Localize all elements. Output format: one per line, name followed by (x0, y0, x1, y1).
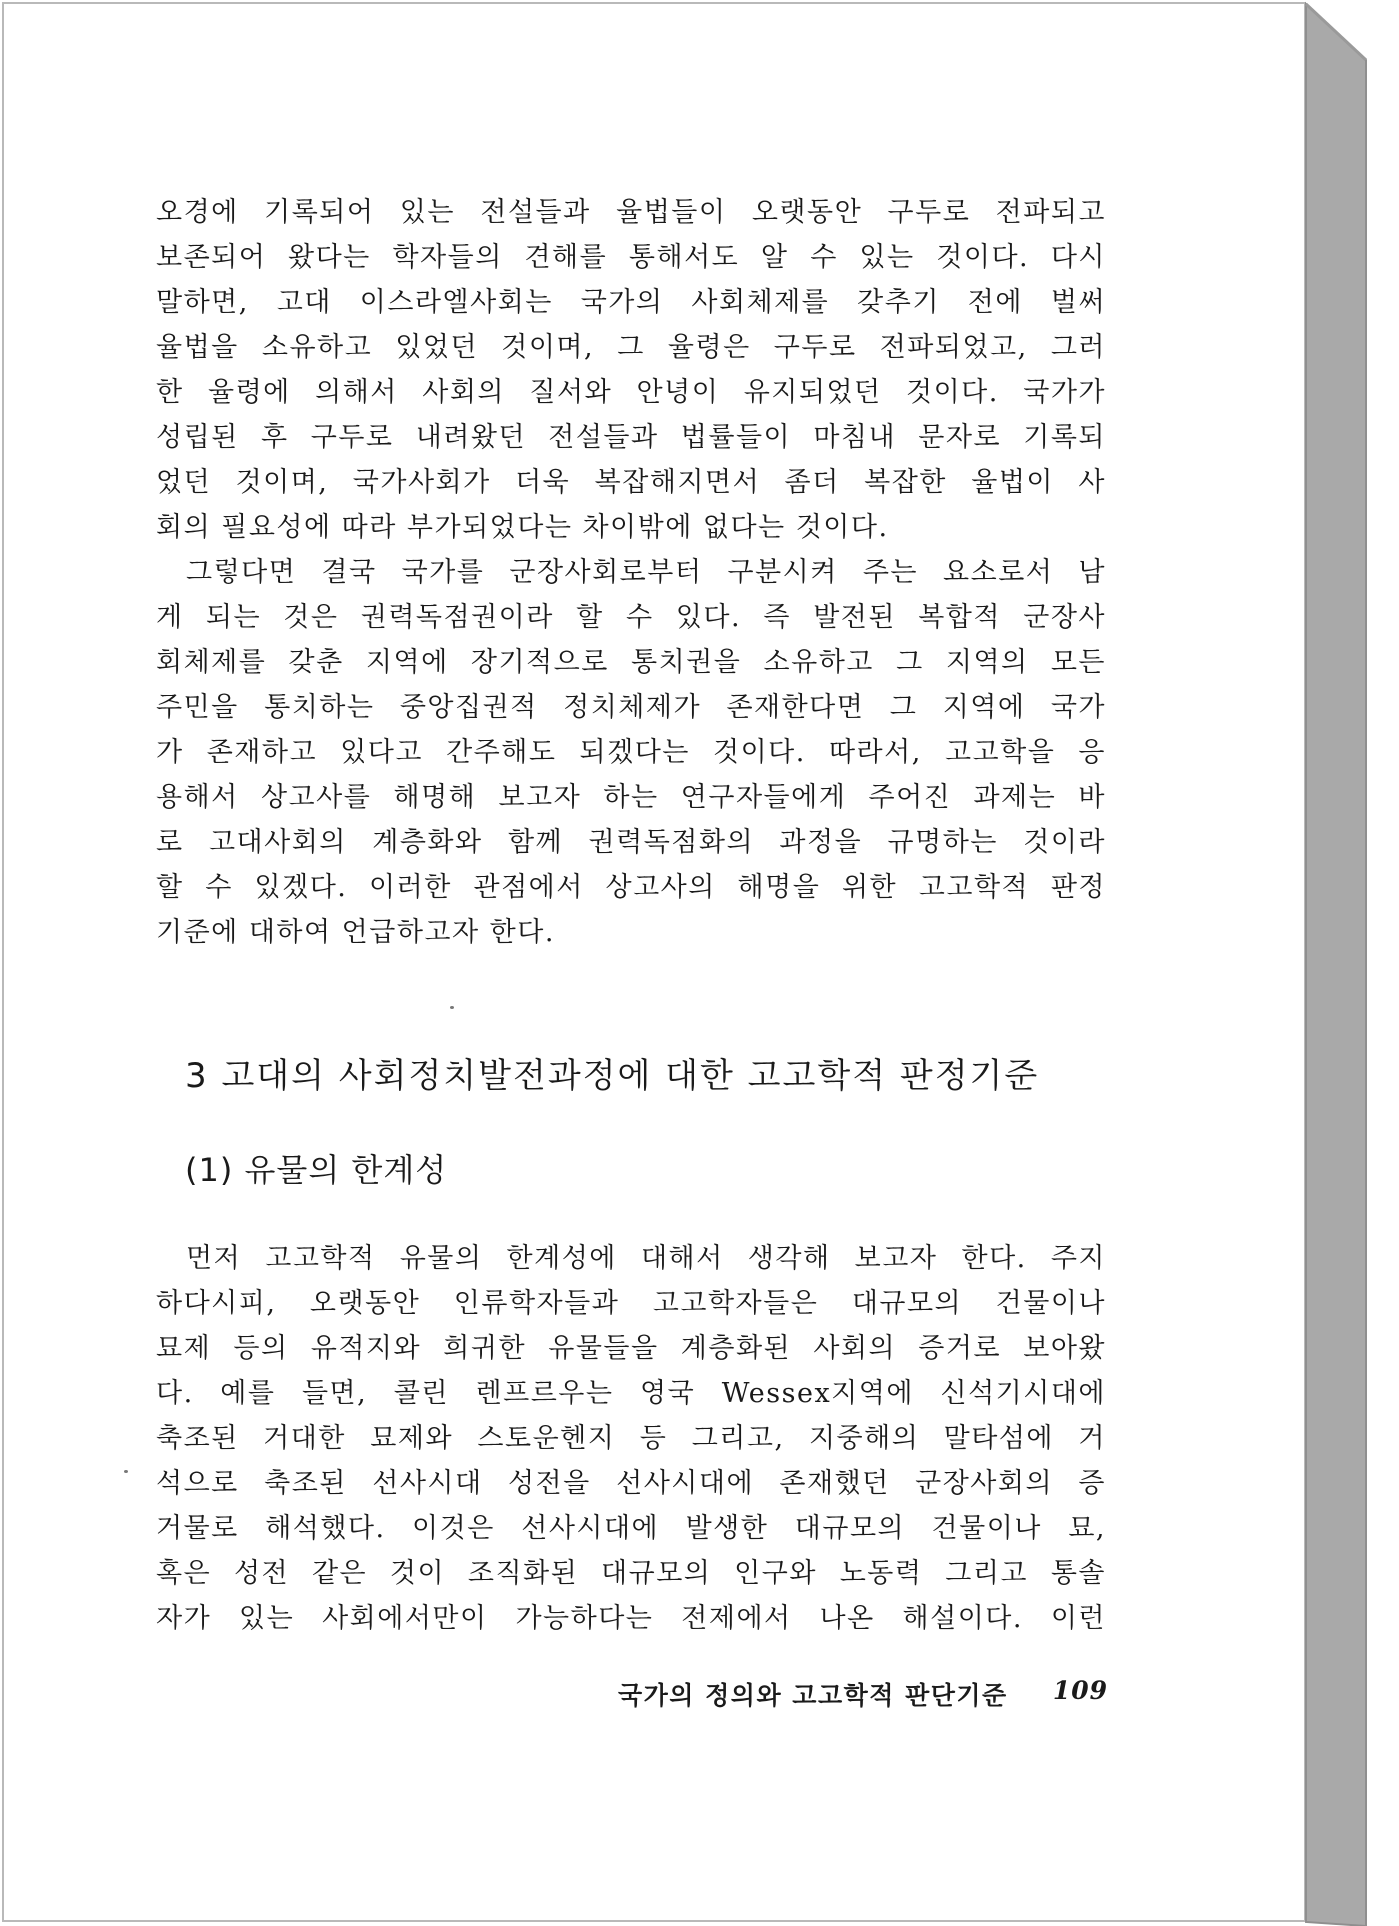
scan-speck (124, 1470, 128, 1473)
scan-speck (450, 1006, 454, 1009)
text-line: 석으로 축조된 선사시대 성전을 선사시대에 존재했던 군장사회의 증 (156, 1468, 1106, 1499)
text-line: 묘제 등의 유적지와 희귀한 유물들을 계층화된 사회의 증거로 보아왔 (156, 1333, 1106, 1364)
text-line: 회의 필요성에 따라 부가되었다는 차이밖에 없다는 것이다. (156, 512, 889, 543)
text-line: 주민을 통치하는 중앙집권적 정치체제가 존재한다면 그 지역에 국가 (156, 692, 1106, 723)
text-line: 먼저 고고학적 유물의 한계성에 대해서 생각해 보고자 한다. 주지 (186, 1243, 1106, 1274)
text-line: 보존되어 왔다는 학자들의 견해를 통해서도 알 수 있는 것이다. 다시 (156, 242, 1106, 273)
text-line: 축조된 거대한 묘제와 스토운헨지 등 그리고, 지중해의 말타섬에 거 (156, 1423, 1106, 1454)
text-line: 한 율령에 의해서 사회의 질서와 안녕이 유지되었던 것이다. 국가가 (156, 377, 1106, 408)
text-line: 율법을 소유하고 있었던 것이며, 그 율령은 구두로 전파되었고, 그러 (156, 332, 1106, 363)
running-title: 국가의 정의와 고고학적 판단기준 (618, 1681, 1008, 1710)
text-line: 혹은 성전 같은 것이 조직화된 대규모의 인구와 노동력 그리고 통솔 (156, 1558, 1106, 1589)
body-text-top (156, 190, 1106, 955)
text-line: 말하면, 고대 이스라엘사회는 국가의 사회체제를 갖추기 전에 벌써 (156, 287, 1106, 318)
text-line: 할 수 있겠다. 이러한 관점에서 상고사의 해명을 위한 고고학적 판정 (156, 872, 1106, 903)
page-number: 109 (1052, 1676, 1108, 1705)
text-line: 었던 것이며, 국가사회가 더욱 복잡해지면서 좀더 복잡한 율법이 사 (156, 467, 1106, 498)
text-line: 용해서 상고사를 해명해 보고자 하는 연구자들에게 주어진 과제는 바 (156, 782, 1106, 813)
text-line: 거물로 해석했다. 이것은 선사시대에 발생한 대규모의 건물이나 묘, (156, 1513, 1106, 1544)
paragraph-2 (156, 550, 1106, 955)
sub-heading: (1) 유물의 한계성 (185, 1151, 448, 1189)
text-line: 로 고대사회의 계층화와 함께 권력독점화의 과정을 규명하는 것이라 (156, 827, 1106, 858)
text-line: 그렇다면 결국 국가를 군장사회로부터 구분시켜 주는 요소로서 남 (186, 557, 1106, 588)
section-heading: 3 고대의 사회정치발전과정에 대한 고고학적 판정기준 (185, 1056, 1040, 1096)
paragraph-3 (156, 1236, 1106, 1641)
text-line: 기준에 대하여 언급하고자 한다. (156, 917, 555, 948)
text-line: 가 존재하고 있다고 간주해도 되겠다는 것이다. 따라서, 고고학을 응 (156, 737, 1106, 768)
page-footer (618, 1676, 1108, 1712)
text-line: 게 되는 것은 권력독점권이라 할 수 있다. 즉 발전된 복합적 군장사 (156, 602, 1106, 633)
paragraph-1 (156, 190, 1106, 550)
text-line: 회체제를 갖춘 지역에 장기적으로 통치권을 소유하고 그 지역의 모든 (156, 647, 1106, 678)
body-text-bottom (156, 1236, 1106, 1641)
text-line: 성립된 후 구두로 내려왔던 전설들과 법률들이 마침내 문자로 기록되 (156, 422, 1106, 453)
text-line: 자가 있는 사회에서만이 가능하다는 전제에서 나온 해설이다. 이런 (156, 1603, 1106, 1634)
text-line: 하다시피, 오랫동안 인류학자들과 고고학자들은 대규모의 건물이나 (156, 1288, 1106, 1319)
text-line: 오경에 기록되어 있는 전설들과 율법들이 오랫동안 구두로 전파되고 (156, 197, 1106, 228)
text-line: 다. 예를 들면, 콜린 렌프르우는 영국 Wessex지역에 신석기시대에 (156, 1378, 1106, 1409)
